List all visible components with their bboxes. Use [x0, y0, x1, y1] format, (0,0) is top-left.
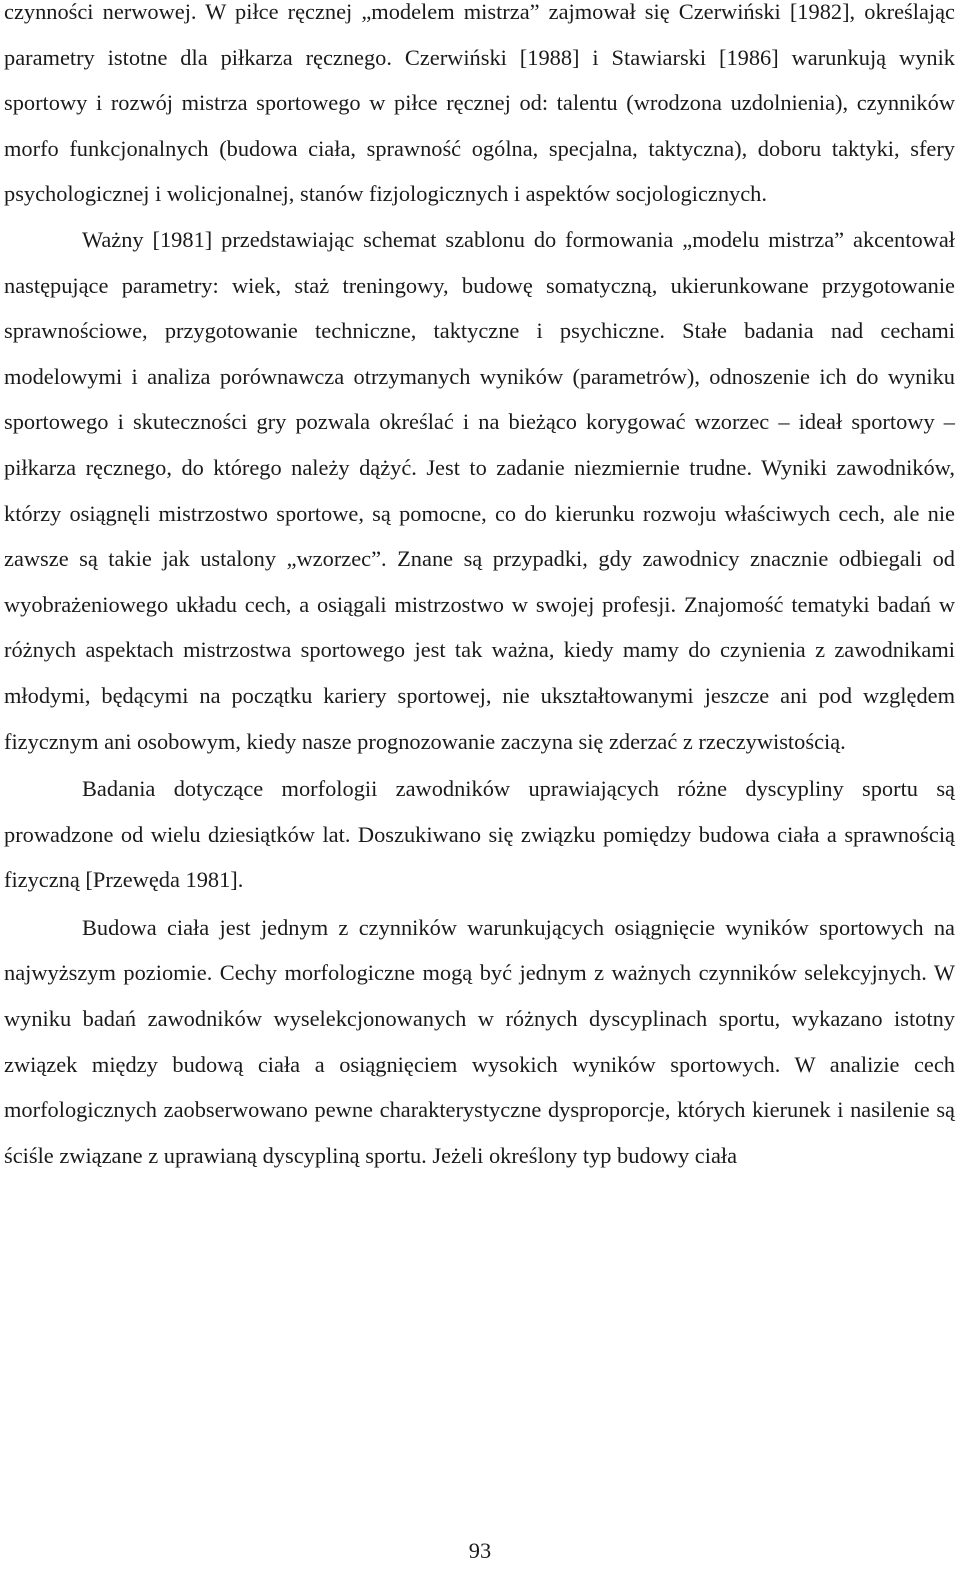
document-body [4, 0, 955, 1178]
paragraph-2: Ważny [1981] przedstawiając schemat szablonu do formowania „modelu mistrza” akcentował następujące parametry: wiek, staż treningowy, budowę somatyczną, ukierunkowane przygotowanie sprawnościowe, przygotowanie techniczne, taktyczne i psychiczne. Stałe badania nad cechami modelowymi i analiza porównawcza otrzymanych wyników (parametrów), odnoszenie ich do wyniku sportowego i skuteczności gry pozwala określać i na bieżąco korygować wzorzec – ideał sportowy – piłkarza ręcznego, do którego należy dążyć. Jest to zadanie niezmiernie trudne. Wyniki zawodników, którzy osiągnęli mistrzostwo sportowe, są pomocne, co do kierunku rozwoju właściwych cech, ale nie zawsze są takie jak ustalony „wzorzec”. Znane są przypadki, gdy zawodnicy znacznie odbiegali od wyobrażeniowego układu cech, a osiągali mistrzostwo w swojej profesji. Znajomość tematyki badań w różnych aspektach mistrzostwa sportowego jest tak ważna, kiedy mamy do czynienia z zawodnikami młodymi, będącymi na początku kariery sportowej, nie ukształtowanymi jeszcze ani pod względem fizycznym ani osobowym, kiedy nasze prognozowanie zaczyna się zderzać z rzeczywistością. [4, 226, 955, 754]
paragraph-3: Badania dotyczące morfologii zawodników uprawiających różne dyscypliny sportu są prowadzone od wielu dziesiątków lat. Doszukiwano się związku pomiędzy budowa ciała a sprawnością fizyczną [Przewęda 1981]. [4, 776, 955, 893]
page-number: 93 [468, 1538, 492, 1563]
paragraph-1: czynności nerwowej. W piłce ręcznej „modelem mistrza” zajmował się Czerwiński [1982], określając parametry istotne dla piłkarza ręcznego. Czerwiński [1988] i Stawiarski [1986] warunkują wynik sportowy i rozwój mistrza sportowego w piłce ręcznej od: talentu (wrodzona uzdolnienia), czynników morfo funkcjonalnych (budowa ciała, sprawność ogólna, specjalna, taktyczna), doboru taktyki, sfery psychologicznej i wolicjonalnej, stanów fizjologicznych i aspektów socjologicznych. [4, 0, 955, 207]
paragraph-4: Budowa ciała jest jednym z czynników warunkujących osiągnięcie wyników sportowych na najwyższym poziomie. Cechy morfologiczne mogą być jednym z ważnych czynników selekcyjnych. W wyniku badań zawodników wyselekcjonowanych w różnych dyscyplinach sportu, wykazano istotny związek między budową ciała a osiągnięciem wysokich wyników sportowych. W analizie cech morfologicznych zaobserwowano pewne charakterystyczne dysproporcje, których kierunek i nasilenie są ściśle związane z uprawianą dyscypliną sportu. Jeżeli określony typ budowy ciała [4, 914, 955, 1168]
